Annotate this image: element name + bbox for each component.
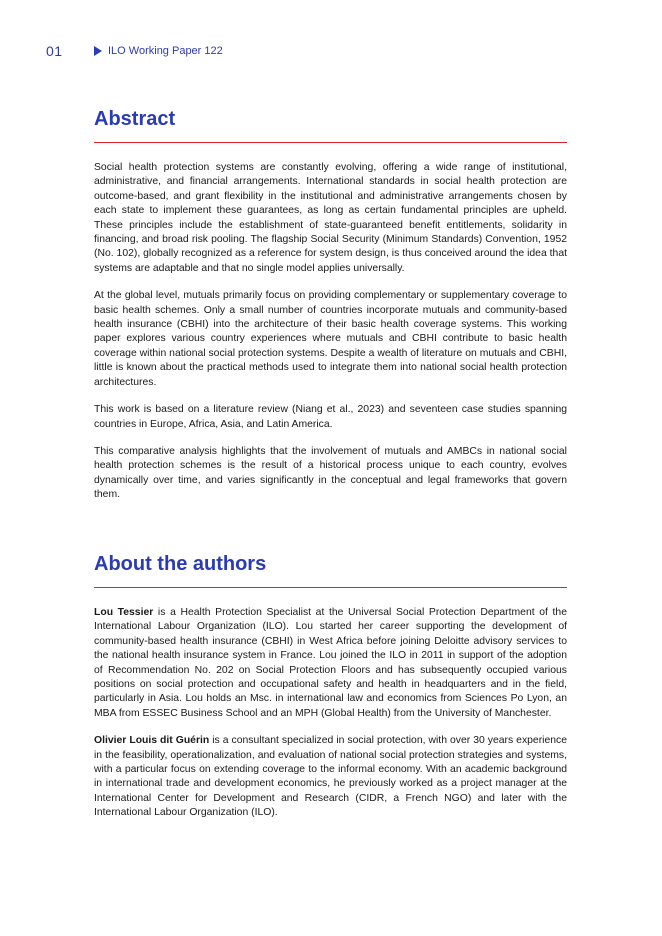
author-bio-2: [94, 734, 567, 820]
running-header: [46, 43, 223, 59]
abstract-paragraph-1: Social health protection systems are constantly evolving, offering a wide range of institutional, administrative, and financial arrangements. International standards in social health protection are outcome-based, and grant flexibility in the institutional and administrative arrangements chosen by each state to implement these guarantees, as long as certain fundamental principles are upheld. These principles include the establishment of state-guaranteed benefit entitlements, solidarity in financing, and broad risk pooling. The flagship Social Security (Minimum Standards) Convention, 1952 (No. 102), globally recognized as a reference for system design, is thus conceived around the idea that systems are adaptable and that no single model applies universally.: [94, 162, 567, 274]
abstract-paragraph-3: This work is based on a literature review (Niang et al., 2023) and seventeen case studies spanning countries in Europe, Africa, Asia, and Latin America.: [94, 404, 567, 430]
play-arrow-icon: [94, 46, 102, 56]
abstract-heading: Abstract: [94, 108, 176, 130]
abstract-paragraph-2: At the global level, mutuals primarily focus on providing complementary or supplementary coverage to basic health schemes. Only a small number of countries incorporate mutuals and community-based health insurance (CBHI) into the architecture of their basic health coverage systems. This working paper explores various country experiences where mutuals and CBHI contribute to basic health coverage within national social protection systems. Despite a wealth of literature on mutuals and CBHI, little is known about the practical methods used to integrate them into national social health protection architectures.: [94, 290, 567, 388]
author-bio-text-1: is a Health Protection Specialist at the Universal Social Protection Department of the International Labour Organization (ILO). Lou started her career supporting the development of community-based health insurance (CBHI) in West Africa before joining Deloitte advisory services to the national health insurance system in France. Lou joined the ILO in 2011 in support of the adoption of Recommendation No. 202 on Social Protection Floors and has subsequently occupied various positions on social protection and occupational safety and health in headquarters and in the field, particularly in Asia. Lou holds an Msc. in international law and economics from Sciences Po Lyon, an MBA from ESSEC Business School and an MPH (Global Health) from the University of Manchester.: [94, 607, 567, 719]
page-number: 01: [46, 43, 63, 59]
abstract-paragraph-4: This comparative analysis highlights that the involvement of mutuals and AMBCs in national social health protection schemes is the result of a historical process unique to each country, evolves dynamically over time, and varies significantly in the conceptual and legal frameworks that govern them.: [94, 445, 567, 501]
running-title: ILO Working Paper 122: [108, 45, 223, 57]
abstract-divider: [94, 142, 567, 143]
authors-heading: About the authors: [94, 553, 267, 575]
author-bio-text-2: is a consultant specialized in social protection, with over 30 years experience in the feasibility, operationalization, and evaluation of national social protection strategies and systems, with a particular focus on extending coverage to the informal economy. With an academic background in international trade and development economics, he previously worked as a project manager at the International Center for Development and Research (CIDR, a French NGO) and later with the International Labour Organization (ILO).: [94, 735, 567, 819]
authors-divider: [94, 587, 567, 588]
author-name-1: Lou Tessier: [94, 607, 154, 618]
author-name-2: Olivier Louis dit Guérin: [94, 735, 210, 747]
abstract-section: [94, 107, 567, 503]
authors-section: [94, 552, 567, 821]
author-bio-1: [94, 606, 567, 721]
